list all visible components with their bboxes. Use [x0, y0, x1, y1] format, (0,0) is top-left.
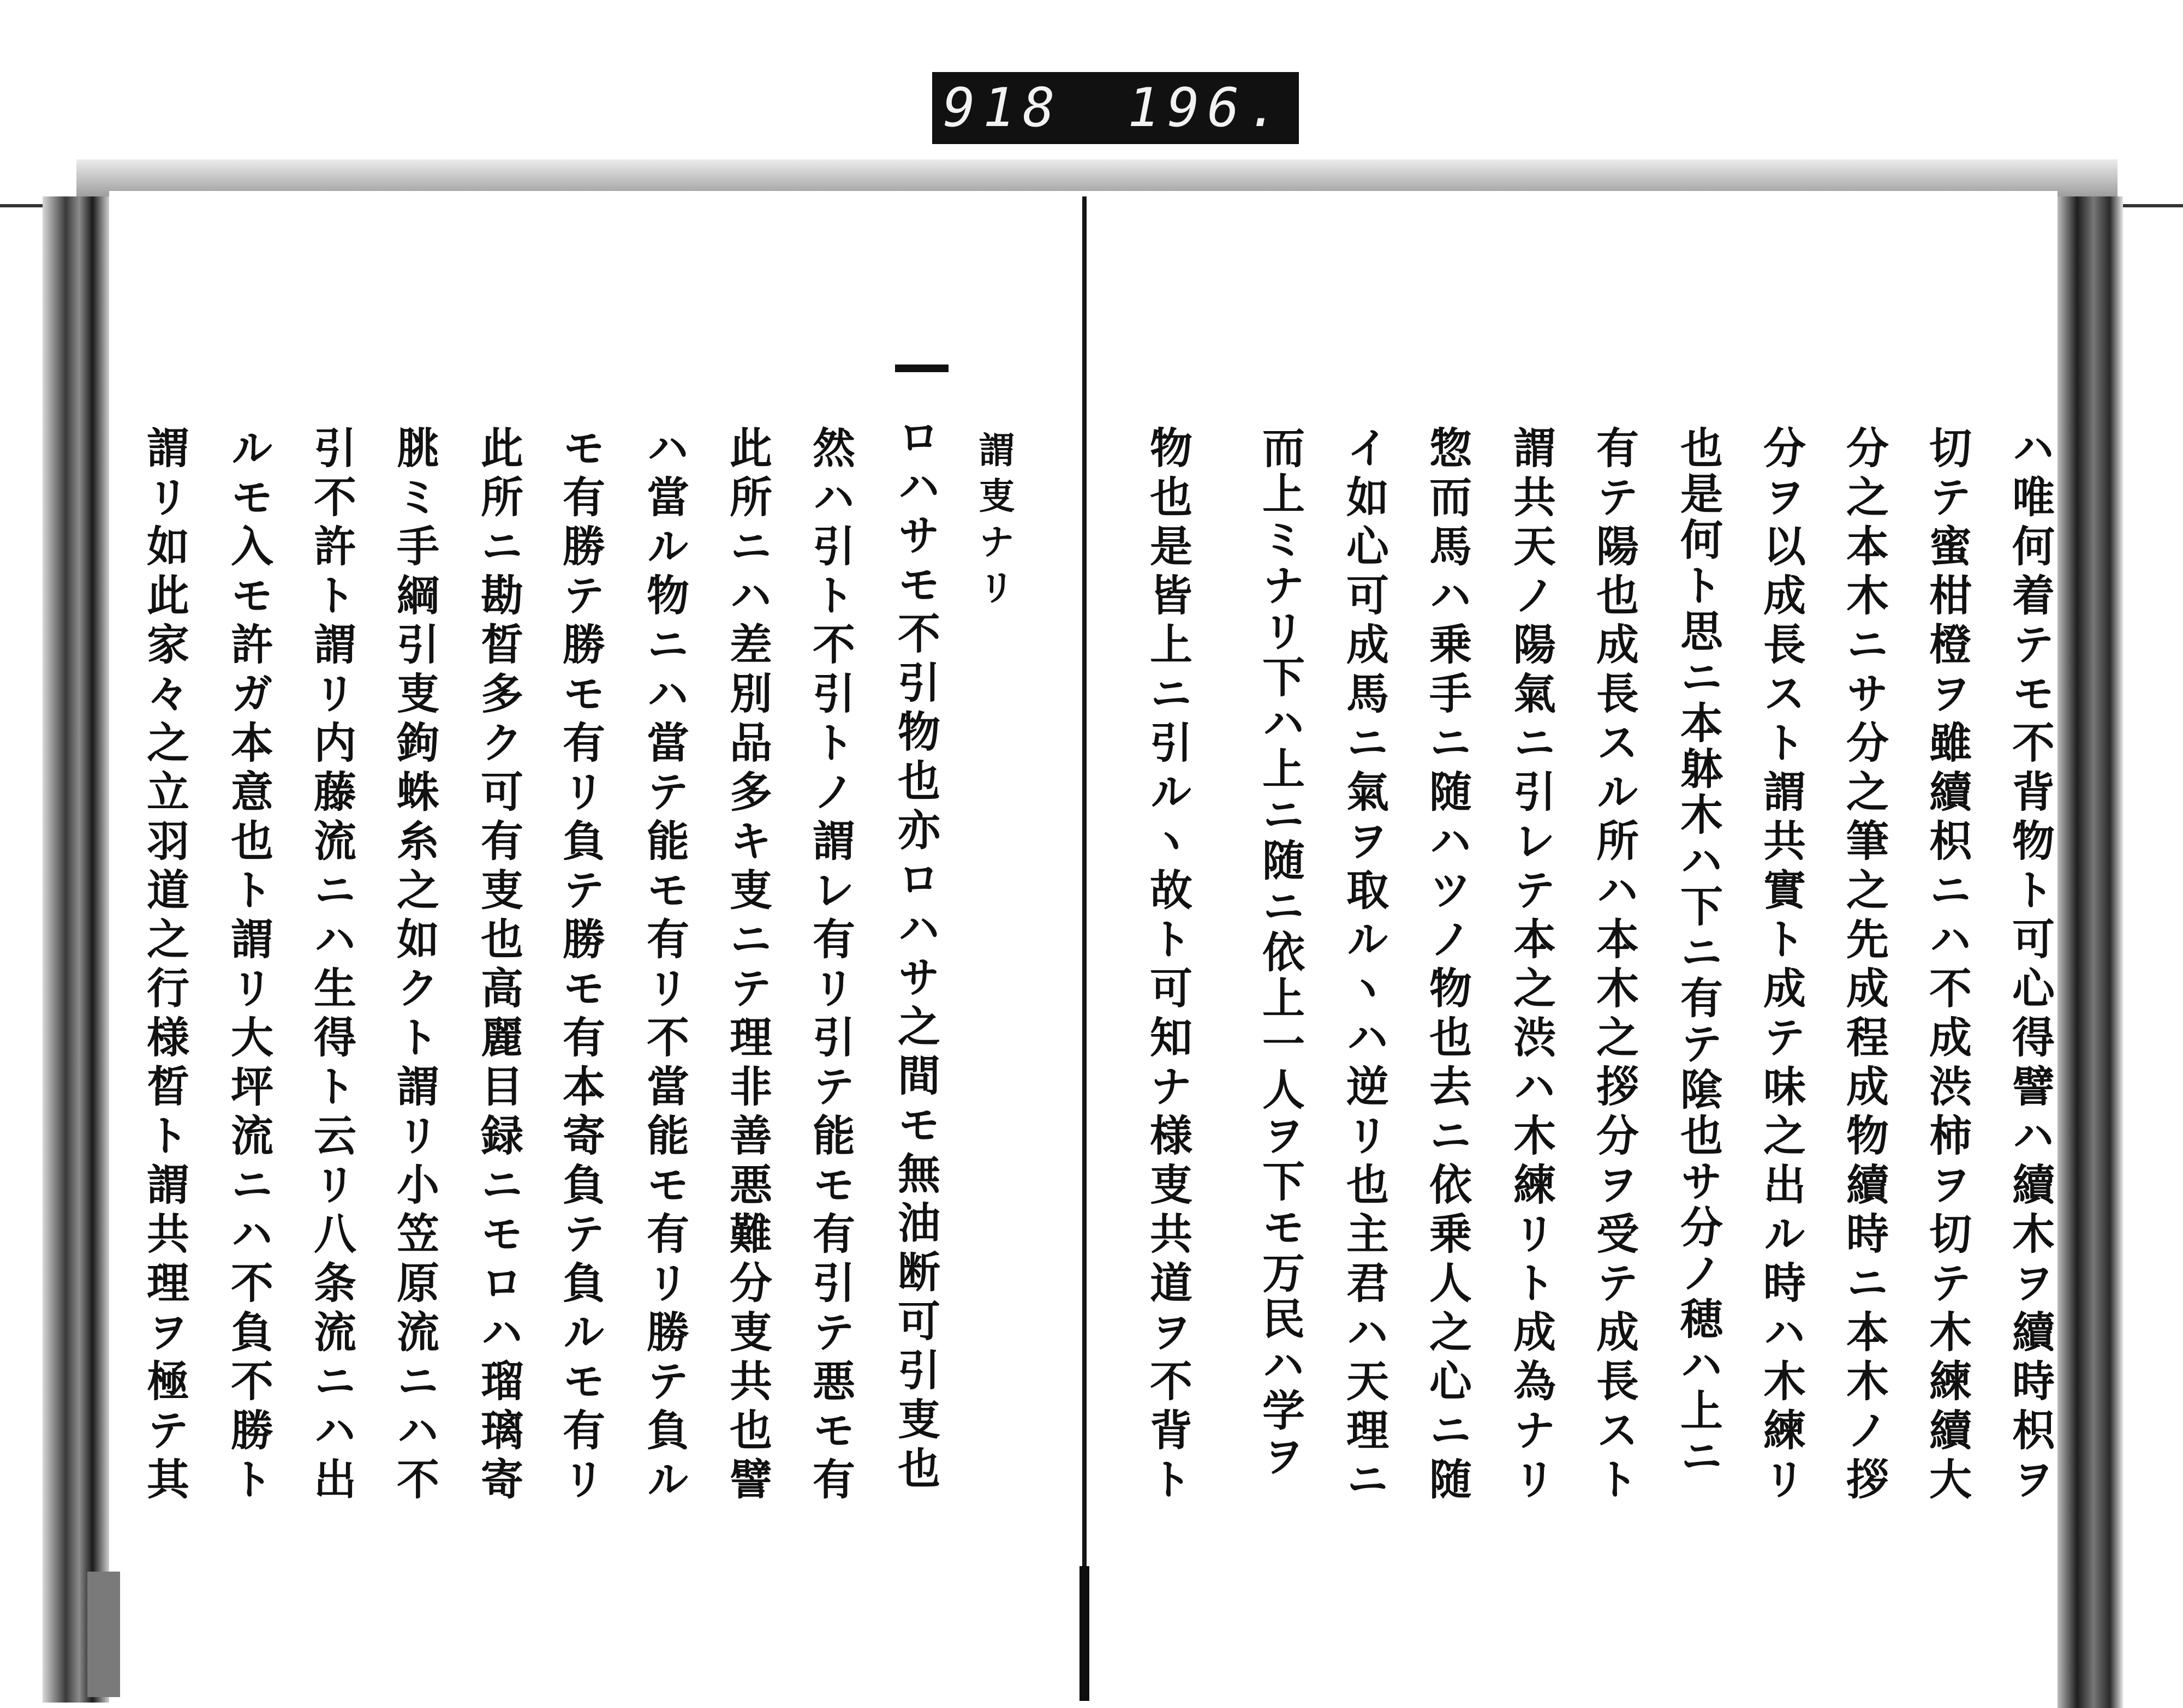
right-column-11: 物也是皆上ニ引ルヽ故ト可知ナ様叓共道ヲ不背ト	[1143, 426, 1192, 1506]
right-column-6: 有テ陽也成長スル所ハ本木之拶分ヲ受テ成長スト	[1589, 426, 1639, 1506]
right-column-5: 也是何ト思ニ本躰木ハ下ニ有テ隂也サ分ノ穂ハ上ニ	[1673, 426, 1723, 1480]
right-column-1: ハ唯何着テモ不背物ト可心得譬ハ續木ヲ續時枳ヲ	[2005, 426, 2055, 1506]
left-column-9: 引不許ト謂リ内藤流ニハ生得ト云リ八条流ニハ出	[307, 426, 356, 1506]
left-column-10: ルモ入モ許ガ本意也ト謂リ大坪流ニハ不負不勝ト	[224, 426, 273, 1506]
left-column-5: ハ當ル物ニハ當テ能モ有リ不當能モ有リ勝テ負ル	[640, 426, 689, 1506]
left-column-2: 謂叓ナリ	[973, 431, 1015, 614]
left-column-3: 然ハ引ト不引トノ謂レ有リ引テ能モ有引テ悪モ有	[806, 426, 855, 1506]
right-page-edge	[2057, 196, 2123, 1708]
right-column-10: 而上ミナリ下ハ上ニ随ニ依上一人ヲ下モ万民ハ学ヲ	[1255, 426, 1305, 1480]
heading-mark	[895, 365, 949, 372]
frame-counter	[932, 72, 1299, 144]
right-column-2: 切テ蜜柑橙ヲ雖續枳ニハ不成渋柿ヲ切テ木練續大	[1922, 426, 1972, 1506]
left-column-6: モ有勝テ勝モ有リ負テ勝モ有本寄負テ負ルモ有リ	[556, 426, 605, 1506]
counter-left-number: 918	[943, 77, 1063, 139]
left-bottom-shadow	[87, 1572, 120, 1697]
right-column-7: 謂共天ノ陽氣ニ引レテ本之渋ハ木練リト成為ナリ	[1506, 426, 1556, 1506]
right-column-9: イ如心可成馬ニ氣ヲ取ルヽハ逆リ也主君ハ天理ニ	[1339, 426, 1389, 1506]
right-page	[1086, 191, 2057, 1703]
right-column-8: 惣而馬ハ乗手ニ随ハツノ物也去ニ依乗人之心ニ随	[1422, 426, 1472, 1506]
right-column-4: 分ヲ以成長スト謂共實ト成テ味之出ル時ハ木練リ	[1756, 426, 1806, 1506]
right-column-3: 分之本木ニサ分之筆之先成程成物續時ニ本木ノ拶	[1839, 426, 1889, 1506]
left-column-8: 朓ミ手綱引叓鉤蛛糸之如クト謂リ小笠原流ニハ不	[390, 426, 439, 1506]
book-spine-bottom	[1079, 1566, 1089, 1701]
left-column-1: ロハサモ不引物也亦ロハサ之間モ無油断可引叓也	[891, 415, 940, 1495]
left-page-edge	[43, 196, 109, 1703]
left-column-7: 此所ニ勘晳多ク可有叓也高麗目録ニモロハ瑠璃寄	[474, 426, 523, 1506]
left-column-4: 此所ニハ差別品多キ叓ニテ理非善悪難分叓共也譬	[723, 426, 772, 1506]
left-column-11: 謂リ如此家々之立羽道之行様晳ト謂共理ヲ極テ其	[140, 426, 189, 1506]
book-spine	[1082, 196, 1087, 1701]
counter-right-number: 196.	[1127, 77, 1287, 139]
